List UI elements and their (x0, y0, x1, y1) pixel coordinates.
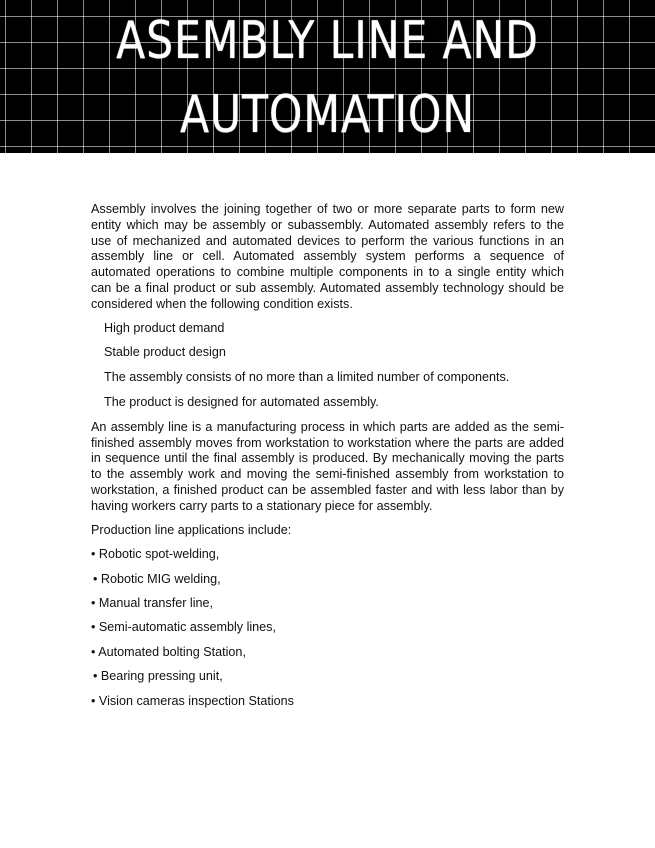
document-body (91, 202, 564, 718)
condition-item: The product is designed for automated assembly. (104, 394, 379, 409)
application-item: • Robotic spot-welding, (91, 547, 220, 562)
title-banner (0, 0, 655, 153)
application-item: • Vision cameras inspection Stations (91, 693, 294, 708)
application-item: • Manual transfer line, (91, 596, 214, 610)
applications-intro: Production line applications include: (91, 522, 292, 537)
condition-item: The assembly consists of no more than a limited number of components. (104, 370, 510, 385)
page-title (59, 4, 596, 152)
condition-item: High product demand (104, 320, 225, 335)
intro-paragraph: Assembly involves the joining together of two or more separate parts to form new entity which may be assembly or subassembly. Automated assembly refers to the use of mechanized and automated devices to perform the various functions in an assembly line or cell. Automated assembly system performs a sequence of automated operations to combine multiple components in to a single entity which can be a final product or sub assembly. Automated assembly technology should be considered when the following condition exists. (91, 202, 564, 311)
application-item: • Semi-automatic assembly lines, (91, 620, 276, 635)
title-line-2: AUTOMATION (180, 85, 475, 145)
condition-item: Stable product design (104, 345, 226, 360)
assembly-line-paragraph: An assembly line is a manufacturing process in which parts are added as the semi-finished assembly moves from workstation to workstation where the parts are added in sequence until the final assembly is produced. By mechanically moving the parts to the assembly work and moving the semi-finished assembly from workstation to workstation, a finished product can be assembled faster and with less labor than by having workers carry parts to a stationary piece for assembly. (91, 419, 564, 513)
title-line-1: ASEMBLY LINE AND (116, 11, 539, 71)
application-item: • Bearing pressing unit, (93, 669, 223, 684)
application-item: • Robotic MIG welding, (93, 571, 221, 586)
application-item: • Automated bolting Station, (91, 644, 246, 659)
